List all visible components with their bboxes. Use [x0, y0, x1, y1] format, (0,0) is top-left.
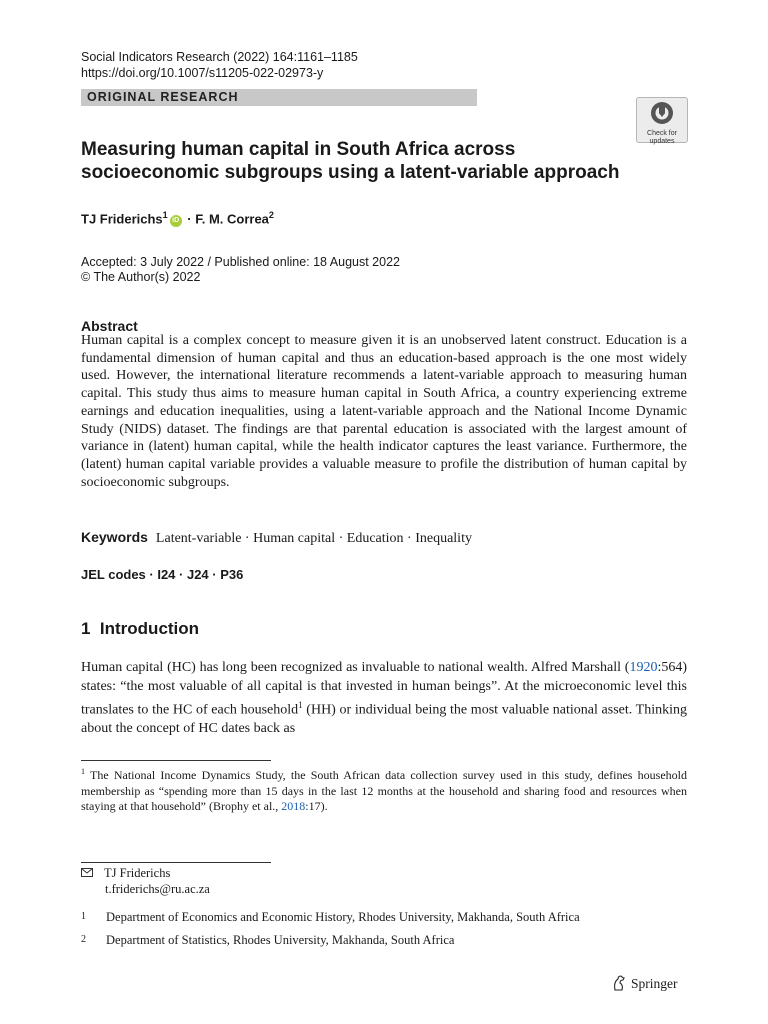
footnote-text-a: The National Income Dynamics Study, the South African data collection survey used in this study, defines household membership as “spending more than 15 days in the last 12 months at the household and sharing food and resources when staying at that household” (Brophy et al., [81, 768, 687, 813]
intro-paragraph [81, 659, 687, 739]
affiliation-2-number: 2 [81, 934, 86, 945]
publisher-logo [612, 975, 678, 993]
citation-link[interactable]: 1920 [629, 660, 658, 675]
affiliation-2-text: Department of Statistics, Rhodes University, Makhanda, South Africa [106, 933, 455, 947]
affiliation-1-text: Department of Economics and Economic History, Rhodes University, Makhanda, South Africa [106, 910, 580, 924]
footnote [81, 764, 687, 815]
envelope-icon [81, 868, 93, 877]
correspondence [81, 866, 210, 897]
author-1-name[interactable]: TJ Friderichs [81, 211, 163, 227]
footnote-divider [81, 760, 271, 761]
author-separator: · [183, 211, 196, 227]
paper-title [81, 138, 701, 184]
springer-horse-icon [612, 975, 626, 991]
abstract-text: Human capital is a complex concept to measure given it is an unobserved latent construct. Education is a fundamental dimension of human capital and thus an education-based approach is the one most widely used. However, the international literature recommends a latent-variable approach to measuring human capital. This study thus aims to measure human capital in South Africa, a country experiencing extreme earnings and education inequalities, using a latent-variable approach and the National Income Dynamic Study (NIDS) dataset. The findings are that parental education is associated with the largest amount of variance in (latent) human capital, while the health indicator captures the least variance. Furthermore, the (latent) human capital variable provides a valuable measure to profile the distribution of human capital by socioeconomic subgroups. [81, 333, 687, 490]
publisher-name: Springer [631, 976, 678, 991]
correspondence-email[interactable]: t.friderichs@ru.ac.za [105, 881, 210, 896]
intro-text-b: :564) states: “the most valuable of all capital is that invested in human beings”. At the microeconomic level this translates to the HC of each household [81, 660, 687, 718]
journal-citation: Social Indicators Research (2022) 164:1161–1185 [81, 50, 358, 64]
affiliation-1 [81, 909, 580, 925]
article-type-label: ORIGINAL RESEARCH [87, 90, 239, 104]
correspondence-divider [81, 862, 271, 863]
keywords-list: Latent-variable · Human capital · Education · Inequality [155, 531, 472, 546]
orcid-icon[interactable]: iD [170, 215, 182, 227]
check-label-2: updates [649, 137, 675, 145]
doi-link[interactable]: https://doi.org/10.1007/s11205-022-02973-y [81, 66, 324, 80]
correspondence-name: TJ Friderichs [104, 866, 171, 880]
keywords-label: Keywords [81, 529, 148, 545]
crossmark-icon [650, 101, 674, 125]
jel-codes: JEL codes · I24 · J24 · P36 [81, 567, 244, 582]
accepted-published: Accepted: 3 July 2022 / Published online: 18 August 2022 [81, 255, 400, 269]
affiliation-2 [81, 932, 454, 948]
footnote-text-b: :17). [305, 799, 328, 813]
footnote-number: 1 [81, 767, 85, 776]
keywords [81, 529, 472, 547]
check-label-1: Check for [647, 130, 677, 137]
check-for-updates-badge[interactable] [636, 97, 688, 143]
author-1-affiliation: 1 [162, 210, 168, 220]
author-2-affiliation: 2 [268, 210, 274, 220]
author-2-name[interactable]: F. M. Correa [195, 211, 269, 227]
author-list [81, 207, 274, 227]
publication-dates [81, 255, 400, 285]
affiliation-1-number: 1 [81, 911, 86, 922]
footnote-marker[interactable]: 1 [298, 700, 303, 710]
copyright: © The Author(s) 2022 [81, 270, 201, 284]
title-line-2: socioeconomic subgroups using a latent-variable approach [81, 162, 620, 183]
title-line-1: Measuring human capital in South Africa across [81, 139, 516, 160]
section-heading: 1 Introduction [81, 619, 200, 638]
abstract-heading: Abstract [81, 318, 138, 334]
article-type-banner [81, 89, 477, 106]
intro-text-a: Human capital (HC) has long been recognized as invaluable to national wealth. Alfred Marshall ( [81, 660, 630, 675]
footnote-citation-link[interactable]: 2018 [281, 799, 306, 813]
intro-text-c: (HH) or individual being the most valuable national asset. Thinking about the concept of HC dates back as [81, 702, 687, 737]
